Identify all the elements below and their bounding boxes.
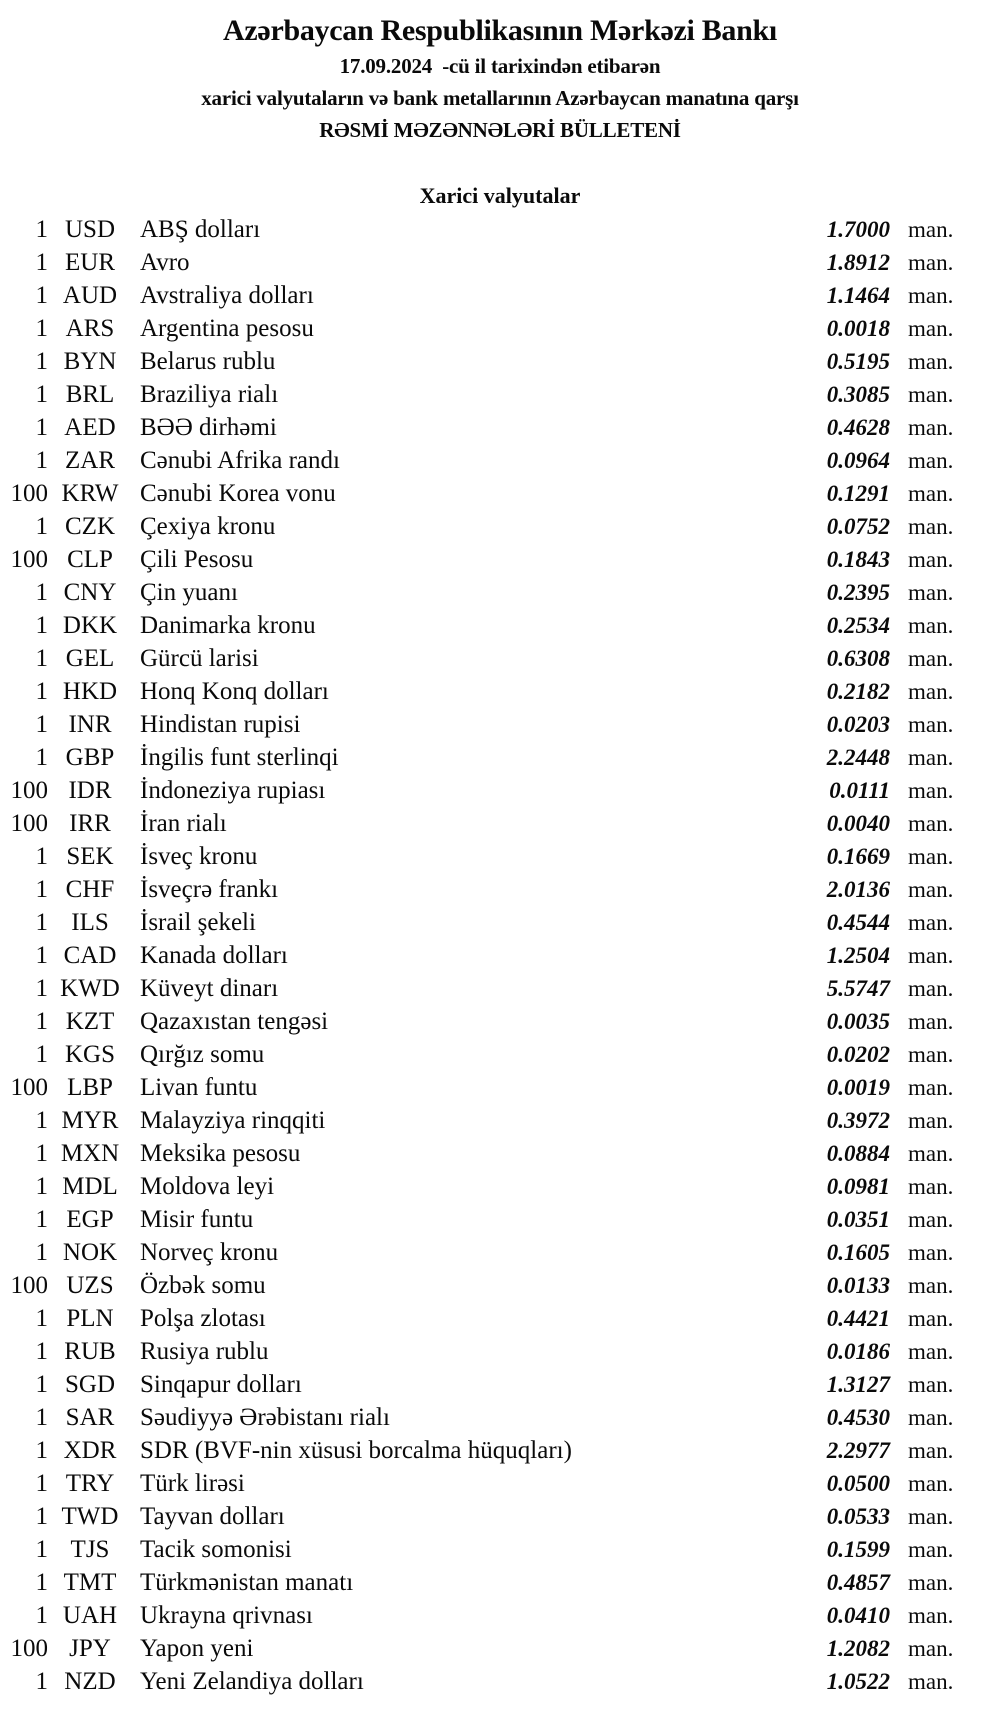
currency-unit: man. (908, 844, 954, 869)
currency-unit: man. (908, 250, 954, 275)
currency-code: IDR (68, 777, 112, 804)
currency-quantity: 1 (35, 282, 48, 309)
currency-code: SEK (66, 843, 114, 870)
currency-rate: 0.1669 (826, 844, 890, 869)
currency-code: JPY (69, 1635, 111, 1662)
currency-code: IRR (69, 810, 111, 837)
currency-rate: 1.7000 (826, 217, 890, 242)
currency-row (0, 810, 1000, 843)
currency-rate: 0.0035 (826, 1009, 890, 1034)
currency-rate: 0.0981 (826, 1174, 890, 1199)
currency-name: SDR (BVF-nin xüsusi borcalma hüquqları) (140, 1437, 572, 1464)
currency-quantity: 1 (35, 678, 48, 705)
currency-name: İndoneziya rupiası (140, 777, 326, 804)
currency-code: TRY (65, 1470, 115, 1497)
currency-rate: 1.2082 (826, 1636, 890, 1661)
currency-rate: 2.2448 (826, 745, 890, 770)
currency-code: RUB (64, 1338, 116, 1365)
currency-row (0, 1272, 1000, 1305)
currency-name: Norveç kronu (140, 1239, 279, 1266)
currency-name: Yeni Zelandiya dolları (140, 1668, 364, 1695)
currency-unit: man. (908, 1339, 954, 1364)
currency-unit: man. (908, 1306, 954, 1331)
currency-name: Braziliya rialı (140, 381, 279, 408)
currency-code: KZT (65, 1008, 115, 1035)
currency-row (0, 282, 1000, 315)
currency-code: MXN (60, 1140, 120, 1167)
currency-rate: 0.2395 (826, 580, 890, 605)
currency-quantity: 1 (35, 1008, 48, 1035)
currency-code: BYN (63, 348, 117, 375)
currency-row (0, 645, 1000, 678)
currency-quantity: 100 (10, 777, 48, 804)
currency-unit: man. (908, 1273, 954, 1298)
currency-unit: man. (908, 382, 954, 407)
currency-rate: 0.0019 (826, 1075, 890, 1100)
currency-name: Türkmənistan manatı (140, 1569, 354, 1596)
currency-row (0, 414, 1000, 447)
currency-unit: man. (908, 514, 954, 539)
currency-unit: man. (908, 1108, 954, 1133)
currency-name: Çin yuanı (140, 579, 238, 606)
currency-code: UAH (62, 1602, 118, 1629)
currency-row (0, 744, 1000, 777)
currency-unit: man. (908, 712, 954, 737)
currency-rate: 0.1605 (826, 1240, 890, 1265)
currency-row (0, 1107, 1000, 1140)
currency-code: EUR (65, 249, 115, 276)
currency-code: XDR (63, 1437, 117, 1464)
currency-unit: man. (908, 1009, 954, 1034)
currency-code: UZS (66, 1272, 114, 1299)
currency-quantity: 1 (35, 348, 48, 375)
currency-rate: 0.0351 (826, 1207, 890, 1232)
currency-code: KWD (60, 975, 120, 1002)
currency-name: Danimarka kronu (140, 612, 316, 639)
currency-quantity: 1 (35, 909, 48, 936)
effective-date-line: 17.09.2024 -cü il tarixindən etibarən (339, 54, 661, 78)
currency-code: CNY (63, 579, 117, 606)
currency-rate: 5.5747 (826, 976, 890, 1001)
currency-rate: 0.0410 (826, 1603, 890, 1628)
currency-row (0, 480, 1000, 513)
currency-row (0, 513, 1000, 546)
currency-quantity: 1 (35, 1140, 48, 1167)
currency-name: Sinqapur dolları (140, 1371, 302, 1398)
currency-unit: man. (908, 943, 954, 968)
currency-code: INR (68, 711, 112, 738)
currency-unit: man. (908, 613, 954, 638)
currency-rate: 0.5195 (826, 349, 890, 374)
currency-unit: man. (908, 349, 954, 374)
currency-unit: man. (908, 679, 954, 704)
currency-code: SGD (64, 1371, 115, 1398)
currency-name: Rusiya rublu (140, 1338, 269, 1365)
currency-row (0, 975, 1000, 1008)
currency-row (0, 1536, 1000, 1569)
currency-quantity: 1 (35, 249, 48, 276)
currency-unit: man. (908, 547, 954, 572)
currency-row (0, 1503, 1000, 1536)
currency-quantity: 1 (35, 744, 48, 771)
currency-quantity: 1 (35, 1503, 48, 1530)
currency-name: Səudiyyə Ərəbistanı rialı (140, 1404, 390, 1431)
currency-rate: 0.4530 (826, 1405, 890, 1430)
currency-rate: 0.4628 (826, 415, 890, 440)
currency-rate: 0.4544 (826, 910, 890, 935)
currency-name: İsveç kronu (140, 843, 258, 870)
currency-code: AED (64, 414, 116, 441)
currency-quantity: 100 (10, 1635, 48, 1662)
bank-title: Azərbaycan Respublikasının Mərkəzi Bankı (223, 14, 777, 47)
currency-unit: man. (908, 1141, 954, 1166)
currency-rate: 0.1291 (826, 481, 890, 506)
currency-unit: man. (908, 1405, 954, 1430)
currency-unit: man. (908, 448, 954, 473)
currency-row (0, 1041, 1000, 1074)
currency-row (0, 876, 1000, 909)
currency-name: Polşa zlotası (140, 1305, 266, 1332)
currency-name: Küveyt dinarı (140, 975, 279, 1002)
currency-unit: man. (908, 1504, 954, 1529)
currency-rate: 2.0136 (826, 877, 890, 902)
currency-unit: man. (908, 877, 954, 902)
currency-rate: 0.0533 (826, 1504, 890, 1529)
currency-quantity: 100 (10, 1272, 48, 1299)
currency-rate: 0.4857 (826, 1570, 890, 1595)
currency-name: Avro (140, 249, 190, 276)
currency-row (0, 381, 1000, 414)
currency-name: ABŞ dolları (140, 216, 261, 243)
currency-code: NOK (62, 1239, 118, 1266)
currency-name: Meksika pesosu (140, 1140, 301, 1167)
currency-name: Tayvan dolları (140, 1503, 285, 1530)
currency-name: İran rialı (140, 810, 227, 837)
currency-code: MYR (61, 1107, 119, 1134)
currency-unit: man. (908, 217, 954, 242)
currency-quantity: 1 (35, 447, 48, 474)
currency-code: AUD (62, 282, 118, 309)
currency-unit: man. (908, 745, 954, 770)
currency-rate: 0.0964 (826, 448, 890, 473)
currency-quantity: 1 (35, 1668, 48, 1695)
currency-quantity: 1 (35, 1437, 48, 1464)
currency-quantity: 100 (10, 1074, 48, 1101)
currency-code: ZAR (65, 447, 115, 474)
currency-name: Honq Konq dolları (140, 678, 329, 705)
currency-unit: man. (908, 316, 954, 341)
currency-code: NZD (64, 1668, 116, 1695)
currency-row (0, 1668, 1000, 1701)
currency-name: Argentina pesosu (140, 315, 314, 342)
currency-quantity: 1 (35, 1239, 48, 1266)
bulletin-title: RƏSMİ MƏZƏNNƏLƏRİ BÜLLETENİ (319, 118, 681, 142)
currency-rate: 0.0752 (826, 514, 890, 539)
currency-name: Ukrayna qrivnası (140, 1602, 313, 1629)
currency-quantity: 1 (35, 513, 48, 540)
currency-name: Misir funtu (140, 1206, 254, 1233)
currency-quantity: 1 (35, 216, 48, 243)
currency-quantity: 1 (35, 1338, 48, 1365)
scope-line: xarici valyutaların və bank metallarının Azərbaycan manatına qarşı (201, 86, 799, 110)
currency-name: BƏƏ dirhəmi (140, 414, 277, 441)
currency-unit: man. (908, 1537, 954, 1562)
bulletin-header (0, 0, 1000, 146)
currency-row (0, 315, 1000, 348)
currency-quantity: 1 (35, 1041, 48, 1068)
currency-unit: man. (908, 910, 954, 935)
currency-name: Avstraliya dolları (140, 282, 314, 309)
currency-quantity: 1 (35, 612, 48, 639)
currency-code: EGP (66, 1206, 114, 1233)
currency-rate: 2.2977 (826, 1438, 890, 1463)
currency-rate: 0.2182 (826, 679, 890, 704)
currency-rate: 1.8912 (826, 250, 890, 275)
currency-code: PLN (66, 1305, 114, 1332)
currency-unit: man. (908, 1636, 954, 1661)
currency-row (0, 843, 1000, 876)
currency-quantity: 1 (35, 1371, 48, 1398)
currency-rate: 0.1843 (826, 547, 890, 572)
currency-code: DKK (62, 612, 118, 639)
currency-unit: man. (908, 1240, 954, 1265)
currency-rate: 0.3972 (826, 1108, 890, 1133)
currency-table (0, 216, 1000, 1701)
currency-unit: man. (908, 1471, 954, 1496)
currency-quantity: 1 (35, 1107, 48, 1134)
currency-quantity: 1 (35, 711, 48, 738)
currency-name: Çili Pesosu (140, 546, 254, 573)
currency-rate: 0.4421 (826, 1306, 890, 1331)
currency-unit: man. (908, 1438, 954, 1463)
currency-row (0, 777, 1000, 810)
currency-row (0, 1635, 1000, 1668)
currency-unit: man. (908, 481, 954, 506)
currency-rate: 1.2504 (826, 943, 890, 968)
currency-code: MDL (62, 1173, 118, 1200)
currency-rate: 0.2534 (826, 613, 890, 638)
currency-unit: man. (908, 580, 954, 605)
currency-name: İsveçrə frankı (140, 876, 279, 903)
currency-rate: 0.0202 (826, 1042, 890, 1067)
currency-row (0, 909, 1000, 942)
currency-name: Belarus rublu (140, 348, 276, 375)
currency-name: Yapon yeni (140, 1635, 254, 1662)
currency-code: TJS (70, 1536, 110, 1563)
currency-quantity: 1 (35, 1470, 48, 1497)
currency-quantity: 1 (35, 1404, 48, 1431)
currency-quantity: 1 (35, 1173, 48, 1200)
currency-quantity: 1 (35, 1536, 48, 1563)
currency-code: TMT (63, 1569, 117, 1596)
currency-code: KGS (64, 1041, 115, 1068)
currency-row (0, 678, 1000, 711)
currency-rate: 1.0522 (826, 1669, 890, 1694)
currency-code: KRW (61, 480, 119, 507)
currency-row (0, 1404, 1000, 1437)
currency-unit: man. (908, 1372, 954, 1397)
currency-code: GBP (65, 744, 115, 771)
currency-name: Çexiya kronu (140, 513, 276, 540)
currency-unit: man. (908, 778, 954, 803)
currency-name: Cənubi Afrika randı (140, 447, 340, 474)
currency-name: Qırğız somu (140, 1041, 265, 1068)
currency-unit: man. (908, 1075, 954, 1100)
currency-quantity: 1 (35, 414, 48, 441)
currency-quantity: 1 (35, 975, 48, 1002)
currency-unit: man. (908, 811, 954, 836)
currency-name: Hindistan rupisi (140, 711, 301, 738)
currency-row (0, 942, 1000, 975)
currency-quantity: 1 (35, 381, 48, 408)
currency-rate: 0.0186 (826, 1339, 890, 1364)
currency-row (0, 1206, 1000, 1239)
currency-row (0, 1074, 1000, 1107)
currency-quantity: 100 (10, 810, 48, 837)
currency-unit: man. (908, 1669, 954, 1694)
currency-code: ARS (65, 315, 115, 342)
currency-rate: 1.1464 (826, 283, 890, 308)
currency-quantity: 1 (35, 1602, 48, 1629)
currency-rate: 0.0500 (826, 1471, 890, 1496)
currency-unit: man. (908, 1570, 954, 1595)
currency-row (0, 249, 1000, 282)
currency-code: CZK (65, 513, 115, 540)
currency-row (0, 348, 1000, 381)
currency-name: Qazaxıstan tengəsi (140, 1008, 329, 1035)
currency-row (0, 1008, 1000, 1041)
currency-name: Cənubi Korea vonu (140, 480, 336, 507)
currency-quantity: 1 (35, 843, 48, 870)
currency-code: BRL (65, 381, 115, 408)
currency-unit: man. (908, 415, 954, 440)
currency-name: İngilis funt sterlinqi (140, 744, 339, 771)
currency-name: Özbək somu (140, 1272, 266, 1299)
currency-unit: man. (908, 1174, 954, 1199)
currency-row (0, 579, 1000, 612)
currency-name: Livan funtu (140, 1074, 258, 1101)
currency-quantity: 1 (35, 579, 48, 606)
currency-code: SAR (65, 1404, 115, 1431)
currency-quantity: 1 (35, 942, 48, 969)
currency-unit: man. (908, 646, 954, 671)
currency-unit: man. (908, 1603, 954, 1628)
currency-quantity: 1 (35, 645, 48, 672)
currency-row (0, 1305, 1000, 1338)
currency-row (0, 216, 1000, 249)
currency-row (0, 546, 1000, 579)
currency-row (0, 1371, 1000, 1404)
currency-unit: man. (908, 1207, 954, 1232)
currency-quantity: 1 (35, 876, 48, 903)
currency-rate: 0.0018 (826, 316, 890, 341)
currency-unit: man. (908, 976, 954, 1001)
currency-rate: 0.6308 (826, 646, 890, 671)
currency-name: Gürcü larisi (140, 645, 259, 672)
currency-unit: man. (908, 283, 954, 308)
currency-code: TWD (61, 1503, 119, 1530)
currency-code: USD (64, 216, 115, 243)
currency-code: HKD (62, 678, 118, 705)
currency-name: İsrail şekeli (140, 909, 256, 936)
currency-rate: 0.0884 (826, 1141, 890, 1166)
currency-quantity: 1 (35, 1305, 48, 1332)
currency-quantity: 100 (10, 480, 48, 507)
currency-name: Malayziya rinqqiti (140, 1107, 326, 1134)
currency-name: Moldova leyi (140, 1173, 275, 1200)
currency-code: GEL (65, 645, 115, 672)
currency-code: CHF (65, 876, 115, 903)
currency-row (0, 1140, 1000, 1173)
currency-code: CAD (63, 942, 117, 969)
currency-name: Türk lirəsi (140, 1470, 245, 1497)
currency-rate: 0.0203 (826, 712, 890, 737)
currency-rate: 1.3127 (826, 1372, 890, 1397)
currency-name: Tacik somonisi (140, 1536, 292, 1563)
currency-row (0, 1173, 1000, 1206)
currency-row (0, 1239, 1000, 1272)
currency-rate: 0.1599 (826, 1537, 890, 1562)
currency-code: LBP (67, 1074, 113, 1101)
currency-code: ILS (71, 909, 109, 936)
currency-rate: 0.0133 (826, 1273, 890, 1298)
currency-row (0, 612, 1000, 645)
currency-quantity: 1 (35, 315, 48, 342)
currency-quantity: 100 (10, 546, 48, 573)
currency-row (0, 711, 1000, 744)
currency-quantity: 1 (35, 1206, 48, 1233)
currency-row (0, 1338, 1000, 1371)
currency-rate: 0.3085 (826, 382, 890, 407)
currency-code: CLP (67, 546, 113, 573)
currency-row (0, 1569, 1000, 1602)
currency-row (0, 1437, 1000, 1470)
currency-rate: 0.0111 (829, 778, 890, 803)
currency-rate: 0.0040 (826, 811, 890, 836)
currency-quantity: 1 (35, 1569, 48, 1596)
currency-row (0, 1470, 1000, 1503)
currency-row (0, 447, 1000, 480)
currency-unit: man. (908, 1042, 954, 1067)
currency-name: Kanada dolları (140, 942, 288, 969)
currency-row (0, 1602, 1000, 1635)
section-title-foreign-currencies: Xarici valyutalar (419, 183, 581, 208)
